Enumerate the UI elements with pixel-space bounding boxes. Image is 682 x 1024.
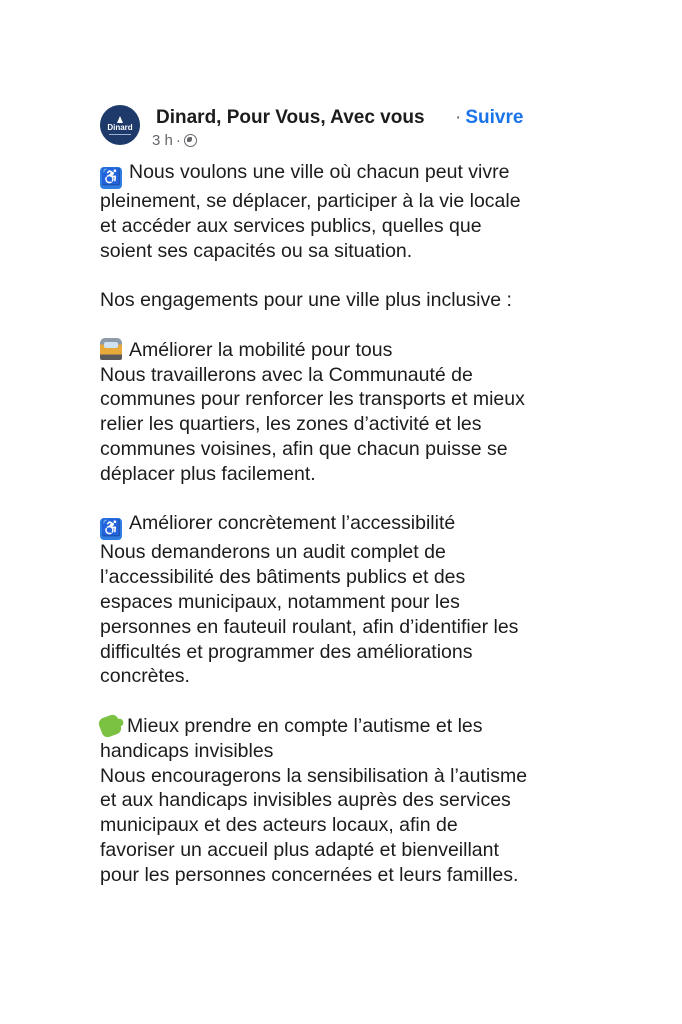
section-title: Mieux prendre en compte l’autisme et les <box>100 714 590 739</box>
page-avatar[interactable] <box>100 105 140 145</box>
section-mobility <box>100 338 590 487</box>
section-line: Nous encouragerons la sensibilisation à l’autisme <box>100 764 528 787</box>
globe-icon[interactable] <box>184 134 197 147</box>
section-line: communes pour renforcer les transports et mieux <box>100 388 525 411</box>
avatar-logo-underline <box>109 134 131 135</box>
intro-line: soient ses capacités ou sa situation. <box>100 239 413 262</box>
section-title: handicaps invisibles <box>100 739 274 762</box>
post-meta <box>152 132 197 149</box>
section-line: municipaux et des acteurs locaux, afin de <box>100 814 458 837</box>
section-title: ♿ Améliorer concrètement l’accessibilité <box>100 511 590 540</box>
section-title: Améliorer la mobilité pour tous <box>100 338 590 363</box>
avatar-logo-text: Dinard <box>107 122 133 132</box>
puzzle-icon <box>97 713 123 739</box>
post-body <box>100 160 590 912</box>
sailboat-icon <box>117 116 123 123</box>
post-timestamp[interactable]: 3 h <box>152 132 173 149</box>
follow-separator: · <box>455 107 462 128</box>
section-line: Nous travaillerons avec la Communauté de <box>100 363 473 386</box>
intro-line: pleinement, se déplacer, participer à la vie locale <box>100 190 521 212</box>
section-line: favoriser un accueil plus adapté et bienveillant <box>100 838 499 861</box>
wheelchair-icon: ♿ <box>100 167 122 189</box>
intro-line: ♿ Nous voulons une ville où chacun peut vivre <box>100 160 590 189</box>
section-line: relier les quartiers, les zones d’activité et les <box>100 413 482 436</box>
follow-button[interactable] <box>455 107 523 129</box>
section-line: pour les personnes concernées et leurs familles. <box>100 863 519 886</box>
meta-separator: · <box>175 132 181 149</box>
section-accessibility <box>100 511 590 689</box>
section-line: espaces municipaux, notamment pour les <box>100 590 460 613</box>
engagements-heading: Nos engagements pour une ville plus inclusive : <box>100 289 512 312</box>
section-line: concrètes. <box>100 665 190 688</box>
bus-icon <box>100 338 122 360</box>
section-line: communes voisines, afin que chacun puisse se <box>100 437 508 460</box>
wheelchair-icon: ♿ <box>100 518 122 540</box>
section-line: l’accessibilité des bâtiments publics et des <box>100 566 466 589</box>
page-name-link[interactable]: Dinard, Pour Vous, Avec vous <box>156 107 425 128</box>
section-line: et aux handicaps invisibles auprès des services <box>100 789 511 812</box>
section-autism <box>100 714 590 888</box>
follow-label: Suivre <box>465 107 524 128</box>
intro-paragraph <box>100 160 590 263</box>
post-header <box>100 102 620 150</box>
intro-line: et accéder aux services publics, quelles que <box>100 214 482 237</box>
section-line: personnes en fauteuil roulant, afin d’identifier les <box>100 615 519 638</box>
section-line: déplacer plus facilement. <box>100 462 316 485</box>
section-line: Nous demanderons un audit complet de <box>100 541 446 564</box>
section-line: difficultés et programmer des améliorations <box>100 640 473 663</box>
